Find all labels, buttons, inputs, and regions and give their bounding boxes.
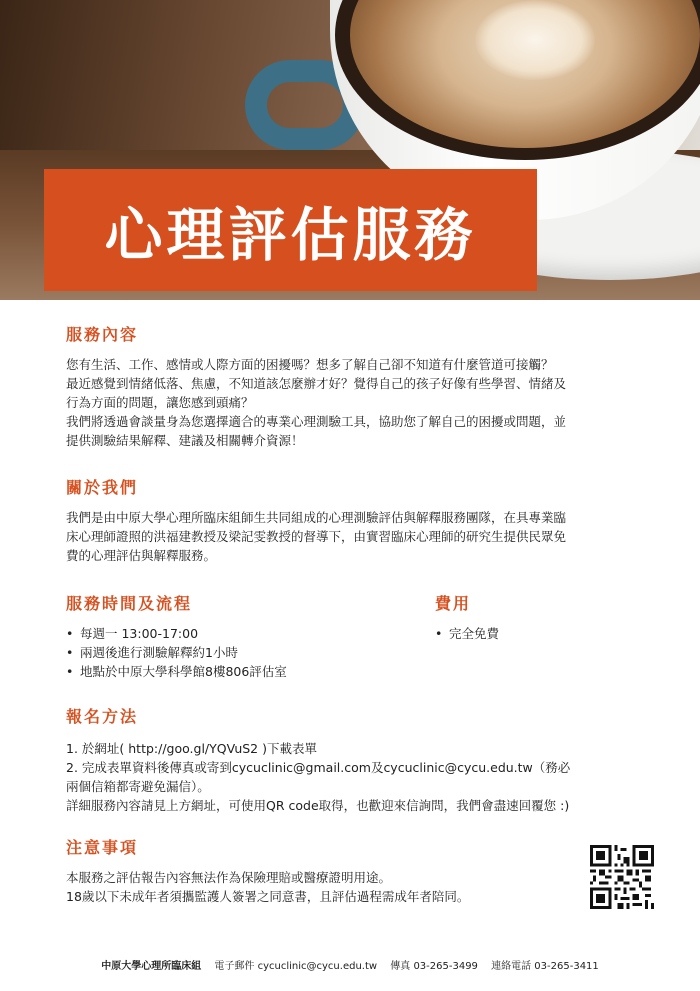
fee-section [435,591,635,643]
service-heading: 服務內容 [66,325,139,344]
qr-code-icon[interactable] [590,845,654,909]
service-line: 最近感覺到情緒低落、焦慮，不知道該怎麼辦才好？覺得自己的孩子好像有些學習、情緒及 [66,376,567,391]
signup-line: 1. 於網址( http://goo.gl/YQVuS2 )下載表單 [66,741,317,756]
schedule-heading: 服務時間及流程 [66,594,193,613]
footer [0,957,700,972]
footer-phone: 03-265-3411 [534,961,599,972]
signup-heading: 報名方法 [66,707,139,726]
service-line: 我們將透過會談量身為您選擇適合的專業心理測驗工具，協助您了解自己的困擾或問題，並 [66,414,567,429]
about-line: 費的心理評估與解釋服務。 [66,548,217,563]
about-section [66,475,666,565]
service-line: 行為方面的問題，讓您感到頭痛？ [66,395,254,410]
footer-email[interactable]: cycuclinic@cycu.edu.tw [257,961,378,972]
notes-line: 18歲以下未成年者須攜監護人簽署之同意書，且評估過程需成年者陪同。 [66,889,470,904]
signup-line: 兩個信箱都寄避免漏信）。 [66,779,210,794]
footer-fax: 03-265-3499 [413,961,478,972]
fee-heading: 費用 [435,594,472,613]
fee-list [435,624,635,643]
page-title: 心理評估服務 [104,201,477,269]
notes-line: 本服務之評估報告內容無法作為保險理賠或醫療證明用途。 [66,870,392,885]
fee-item: • 完全免費 [435,624,635,643]
signup-line: 2. 完成表單資料後傳真或寄到cycuclinic@gmail.com及cycuclinic@cycu.edu.tw（務必 [66,760,571,775]
service-line: 您有生活、工作、感情或人際方面的困擾嗎？想多了解自己卻不知道有什麼管道可接觸？ [66,357,554,372]
footer-fax-label: 傳真 [390,961,411,972]
footer-org: 中原大學心理所臨床組 [101,961,202,972]
about-heading: 關於我們 [66,478,139,497]
schedule-item: • 地點於中原大學科學館8樓806評估室 [66,662,406,681]
signup-section [66,704,666,815]
notes-section [66,835,566,906]
schedule-section [66,591,406,681]
schedule-item: • 兩週後進行測驗解釋約1小時 [66,643,406,662]
about-line: 床心理師證照的洪福建教授及梁記雯教授的督導下，由實習臨床心理師的研究生提供民眾免 [66,529,567,544]
signup-line: 詳細服務內容請見上方網址，可使用QR code取得，也歡迎來信詢問，我們會盡速回覆您 :) [66,798,570,813]
about-line: 我們是由中原大學心理所臨床組師生共同組成的心理測驗評估與解釋服務團隊，在具專業臨 [66,510,567,525]
title-banner [44,169,537,291]
service-line: 提供測驗結果解釋、建議及相關轉介資源！ [66,433,304,448]
footer-email-label: 電子郵件 [214,961,255,972]
service-section [66,322,666,450]
schedule-list [66,624,406,681]
schedule-item: • 每週一 13:00-17:00 [66,624,406,643]
footer-phone-label: 連絡電話 [491,961,532,972]
notes-heading: 注意事項 [66,838,139,857]
latte-art-heart [475,0,595,80]
